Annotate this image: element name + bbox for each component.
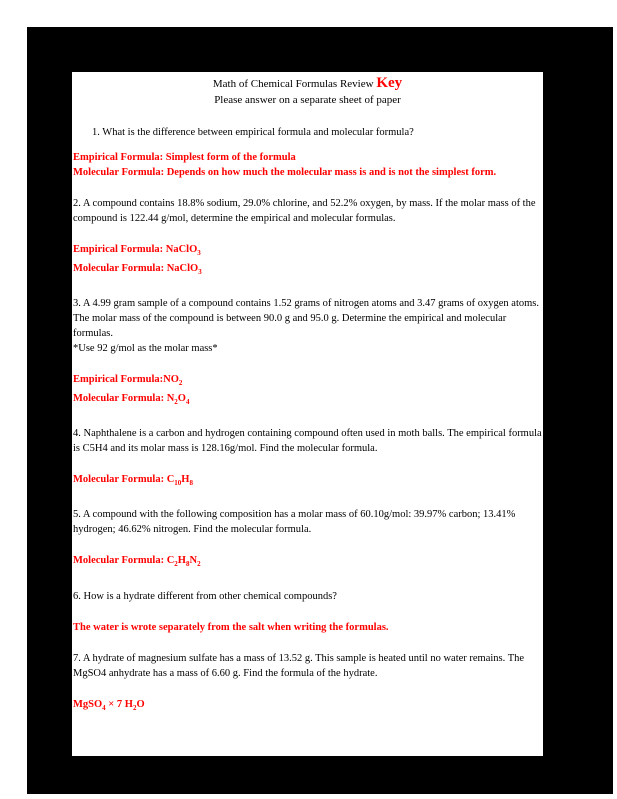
- answer-3-empirical-label: Empirical Formula:: [73, 374, 164, 386]
- answer-4-molecular-formula: $C_{10}H_8$: [166, 474, 193, 488]
- answer-2-molecular: [72, 261, 543, 280]
- question-5: 5. A compound with the following composition has a molar mass of 60.10g/mol: 39.97% carbon; 13.41% hydrogen; 46.62% nitrogen. Find the molecular formula.: [73, 509, 516, 536]
- question-3: 3. A 4.99 gram sample of a compound contains 1.52 grams of nitrogen atoms and 3.47 grams of oxygen atoms. The molar mass of the compound is between 90.0 g and 95.0 g. Determine the empirical and molecular formulas.: [73, 298, 540, 340]
- document-title: [72, 76, 543, 92]
- answer-3-molecular-label: Molecular Formula:: [73, 393, 167, 405]
- question-6: 6. How is a hydrate different from other chemical compounds?: [73, 590, 337, 602]
- title-key: Key: [376, 75, 403, 91]
- question-7: 7. A hydrate of magnesium sulfate has a mass of 13.52 g. This sample is heated until no water remains. The MgSO4 anhydrate has a mass of 6.60 g. Find the formula of the hydrate.: [73, 652, 525, 679]
- answer-2-molecular-formula: NaClO$_3$: [166, 263, 202, 277]
- question-2: 2. A compound contains 18.8% sodium, 29.0% chlorine, and 52.2% oxygen, by mass. If the molar mass of the compound is 122.44 g/mol, determine the empirical and molecular formulas.: [73, 198, 536, 224]
- answer-2-molecular-label: Molecular Formula:: [73, 263, 167, 275]
- document-page: [72, 72, 543, 756]
- answer-2-empirical-formula: NaClO$_3$: [165, 244, 201, 258]
- answer-4-molecular: [72, 472, 543, 491]
- answer-2-empirical-label: Empirical Formula:: [73, 244, 166, 255]
- answer-5-molecular-formula: $C_2H_8N_2$: [166, 555, 201, 569]
- question-3-note: *Use 92 g/mol as the molar mass*: [73, 343, 218, 355]
- answer-2-empirical: [72, 242, 543, 261]
- document-subtitle: Please answer on a separate sheet of paper: [214, 94, 401, 106]
- answer-3-molecular: [72, 391, 543, 410]
- answer-5-molecular: [72, 553, 543, 572]
- answer-5-molecular-label: Molecular Formula:: [73, 555, 167, 567]
- answer-7: [72, 697, 543, 716]
- answer-6: The water is wrote separately from the salt when writing the formulas.: [73, 621, 389, 633]
- answer-3-molecular-formula: $N_2O_4$: [166, 393, 190, 407]
- answer-7-formula: MgSO$_4$ × 7 $H_2O$: [73, 698, 145, 712]
- answer-3-empirical: [72, 372, 543, 391]
- title-text: Math of Chemical Formulas Review: [212, 78, 374, 90]
- answer-1-empirical: Empirical Formula: Simplest form of the formula: [73, 152, 296, 163]
- question-1: 1. What is the difference between empirical formula and molecular formula?: [92, 127, 414, 138]
- answer-4-molecular-label: Molecular Formula:: [73, 474, 167, 486]
- answer-3-empirical-formula: $NO_2$: [163, 374, 183, 388]
- answer-1-molecular: Molecular Formula: Depends on how much the molecular mass is and is not the simplest form.: [73, 167, 497, 178]
- question-4: 4. Naphthalene is a carbon and hydrogen containing compound often used in moth balls. The empirical formula is C5H4 and its molar mass is 128.16g/mol. Find the molecular formula.: [73, 428, 542, 455]
